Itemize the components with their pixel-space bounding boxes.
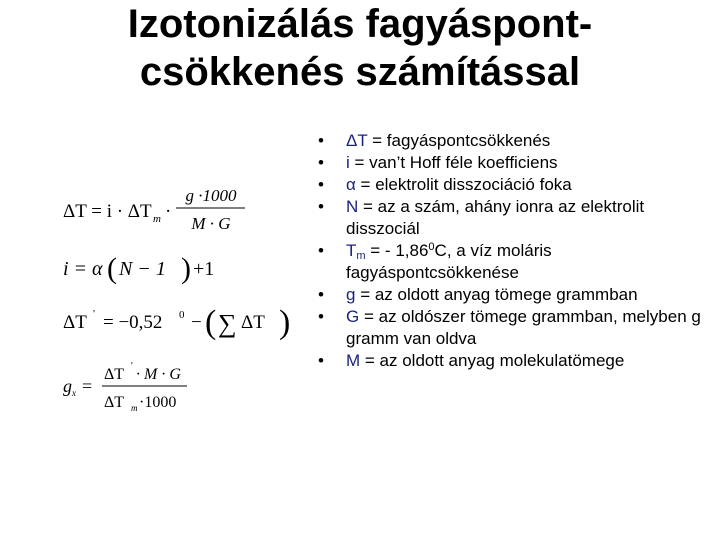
formula-2-paren-close: ): [181, 252, 191, 285]
formula-delta-t-prime: [63, 304, 290, 341]
list-item-i: [318, 152, 713, 174]
formula-1-denominator: M · G: [191, 214, 231, 233]
formula-3-sum: ∑: [218, 309, 237, 338]
formula-3-eq: = −0,52: [103, 312, 163, 333]
formula-4-lhs-subscript: x: [72, 388, 76, 398]
title-line-1: Izotonizálás fagyáspont-: [127, 2, 593, 46]
bullet-icon: •: [318, 175, 324, 194]
bullet-icon: •: [318, 153, 324, 172]
list-item-m: [318, 350, 713, 372]
formula-4-numerator-dt: ΔT: [104, 366, 125, 383]
formula-2-paren-open: (: [107, 252, 117, 285]
formula-3-paren-close: ): [279, 304, 291, 341]
term-symbol: α: [346, 175, 356, 194]
bullet-icon: •: [318, 197, 324, 216]
term-definition: = az oldott anyag tömege grammban: [355, 285, 638, 304]
term-symbol: ΔT: [346, 131, 368, 150]
bullet-icon: •: [318, 131, 324, 150]
list-item-big-g: [318, 306, 713, 350]
formula-2-lhs: i = α: [63, 258, 103, 280]
formula-3-delta-t: ΔT: [241, 312, 265, 333]
term-definition: C, a víz moláris fagyáspontcsökkenése: [346, 241, 552, 282]
formula-mass-x: [63, 361, 187, 413]
formula-4-eq: =: [82, 376, 93, 396]
formula-1-dot: ·: [165, 201, 172, 222]
term-definition: = van’t Hoff féle koefficiens: [349, 153, 558, 172]
formula-3-lhs: ΔT: [63, 312, 87, 333]
formula-2-inner: N − 1: [119, 258, 166, 280]
term-symbol: g: [346, 285, 356, 304]
bullet-icon: •: [318, 285, 324, 304]
formula-1-lhs-subscript: m: [153, 213, 161, 225]
term-symbol: T: [346, 241, 357, 260]
list-item-tm: [318, 240, 713, 284]
term-subscript: m: [356, 250, 366, 262]
formula-4-denominator-subscript: m: [131, 403, 138, 413]
formula-3-degree: 0: [179, 309, 185, 321]
degree-superscript: 0: [428, 241, 435, 253]
bullet-icon: •: [318, 307, 324, 326]
formula-4-denominator-rest: ·1000: [139, 394, 177, 411]
term-definition: = az oldószer tömege grammban, melyben g gramm van oldva: [346, 307, 701, 348]
term-definition: = fagyáspontcsökkenés: [367, 131, 551, 150]
title-line-2: csökkenés számítással: [139, 50, 581, 94]
list-item-alpha: [318, 174, 713, 196]
list-item-g: [318, 284, 713, 306]
term-symbol: i: [346, 153, 350, 172]
formula-4-lhs: g: [63, 376, 72, 396]
term-symbol: G: [346, 307, 360, 326]
term-definition: = elektrolit disszociáció foka: [355, 175, 572, 194]
term-definition: = az oldott anyag molekulatömege: [360, 351, 625, 370]
formula-van-t-hoff: [63, 252, 214, 285]
slide-title: [0, 0, 720, 96]
formula-4-numerator-rest: · M · G: [136, 366, 181, 383]
definition-list: [318, 130, 713, 372]
formula-3-prime: ': [93, 308, 95, 320]
formula-freezing-point-depression: [63, 186, 245, 233]
formula-1-lhs: ΔT = i · ΔT: [63, 201, 152, 222]
term-symbol: N: [346, 197, 359, 216]
term-symbol: M: [346, 351, 361, 370]
list-item-delta-t: [318, 130, 713, 152]
term-definition: = az a szám, ahány ionra az elektrolit disszociál: [346, 197, 645, 238]
formula-4-denominator-dt: ΔT: [104, 394, 125, 411]
formula-3-paren-open: (: [205, 304, 217, 341]
bullet-icon: •: [318, 351, 324, 370]
formula-panel: [55, 175, 315, 425]
formula-2-tail: +1: [193, 258, 215, 280]
formula-3-minus: −: [191, 312, 202, 333]
term-value: = - 1,86: [365, 241, 429, 260]
formula-1-numerator: g ·1000: [185, 186, 237, 205]
formula-4-numerator-prime: ': [131, 361, 133, 372]
list-item-n: [318, 196, 713, 240]
bullet-icon: •: [318, 241, 324, 260]
